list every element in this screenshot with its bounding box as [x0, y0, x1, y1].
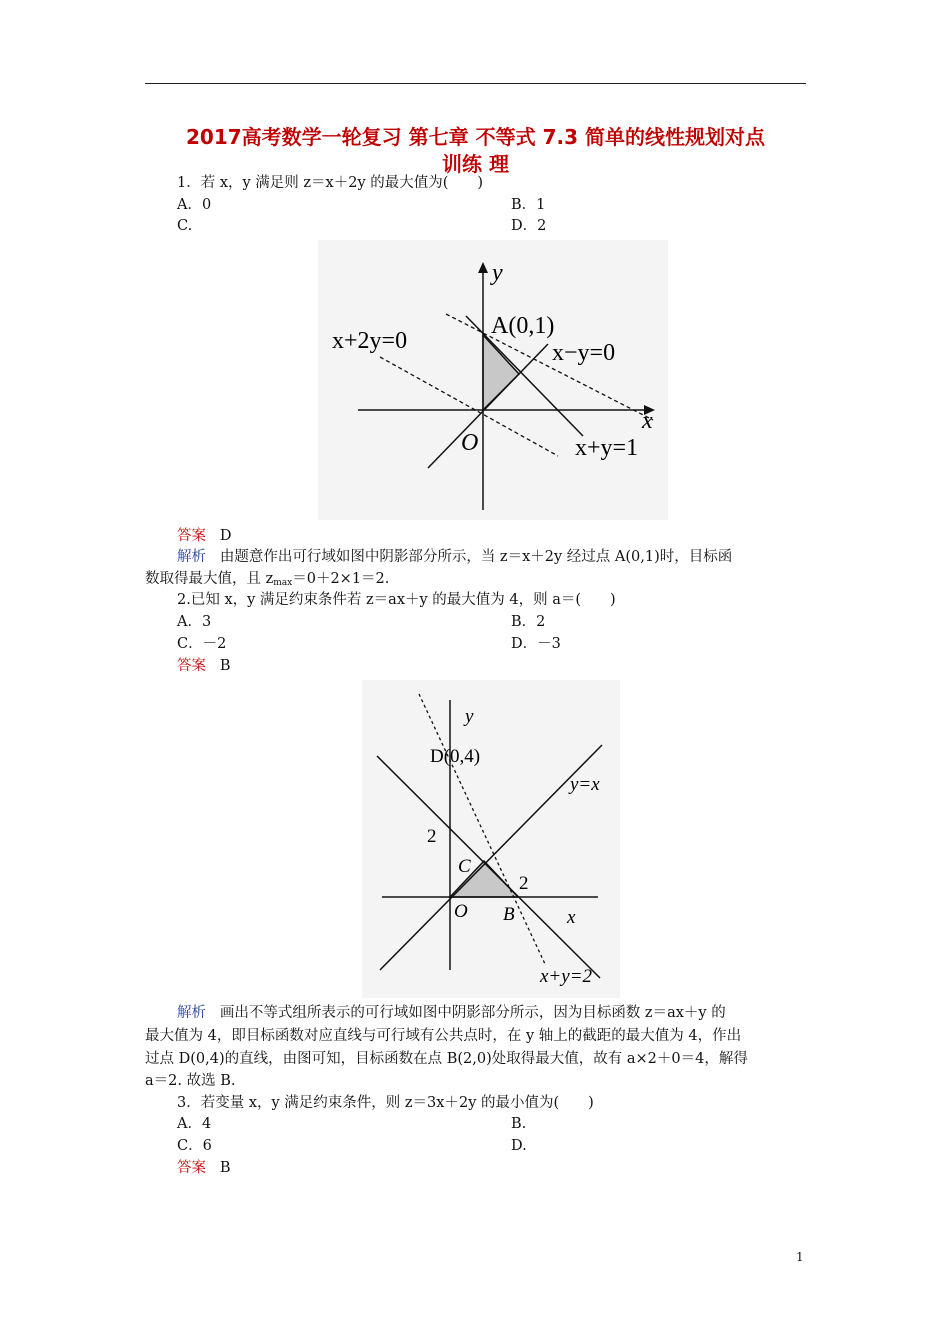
q2-label-point-d: D(0,4): [430, 746, 481, 767]
q2-analysis-label: 解析: [177, 1005, 206, 1021]
q2-figure: [362, 680, 620, 998]
doc-title-line1: 2017高考数学一轮复习 第七章 不等式 7.3 简单的线性规划对点: [186, 125, 765, 149]
q2-label-tick-x2: 2: [519, 873, 529, 894]
q1-label-y: y: [492, 260, 503, 286]
q1-label-line-obj: x+2y=0: [332, 328, 408, 354]
q1-analysis-line1: [177, 547, 732, 567]
q1-stem: 1．若 x，y 满足则 z＝x＋2y 的最大值为( ): [177, 175, 484, 191]
q2-label-line-bound: x+y=2: [540, 966, 593, 987]
page-number: 1: [796, 1250, 804, 1264]
q2-answer-value: B: [219, 658, 231, 674]
q2-option-a: A．3: [177, 614, 212, 630]
q2-line-bound: [377, 756, 600, 978]
q1-label-x: x: [642, 408, 653, 434]
q1-option-a: A．0: [177, 197, 212, 213]
q1-option-d: D．2: [511, 218, 547, 234]
q1-answer: [177, 526, 231, 546]
q1-analysis-text2a: 数取得最大值，且 z: [145, 571, 274, 587]
q1-answer-value: D: [219, 528, 232, 544]
q3-answer-value: B: [219, 1160, 231, 1176]
q1-feasible-region: [483, 335, 519, 410]
q2-analysis-text1: 画出不等式组所表示的可行域如图中阴影部分所示，因为目标函数 z＝ax＋y 的: [219, 1005, 726, 1021]
q1-option-c: C.: [177, 218, 193, 234]
q2-option-c: C．－2: [177, 636, 227, 652]
q2-label-x: x: [567, 907, 576, 928]
q2-stem: 2.已知 x，y 满足约束条件若 z＝ax＋y 的最大值为 4，则 a＝( ): [177, 592, 616, 608]
q1-y-arrow: [478, 262, 488, 273]
q2-analysis-line2: 最大值为 4，即目标函数对应直线与可行域有公共点时，在 y 轴上的截距的最大值为 4，作出: [145, 1028, 742, 1044]
header-rule: [145, 83, 806, 84]
q3-option-d: D.: [511, 1138, 527, 1154]
q3-answer-label: 答案: [177, 1160, 206, 1176]
q1-figure: [318, 240, 668, 520]
q2-label-line-yx: y=x: [570, 774, 600, 795]
q3-option-a: A．4: [177, 1116, 212, 1132]
q1-analysis-sub: max: [273, 578, 293, 588]
q2-analysis-line3: 过点 D(0,4)的直线，由图可知，目标函数在点 B(2,0)处取得最大值，故有 a×2＋0＝4，解得: [145, 1051, 748, 1067]
q2-analysis-line1: [177, 1003, 726, 1023]
q2-analysis-line4: a＝2. 故选 B.: [145, 1073, 236, 1089]
q2-option-d: D．－3: [511, 636, 561, 652]
q1-label-point-a: A(0,1): [491, 313, 555, 339]
q3-stem: 3．若变量 x，y 满足约束条件，则 z＝3x＋2y 的最小值为( ): [177, 1095, 594, 1111]
q2-line-yx: [380, 745, 602, 970]
q3-answer: [177, 1158, 230, 1178]
q2-label-point-b: B: [503, 904, 515, 925]
q1-analysis-text2b: ＝0＋2×1＝2.: [292, 571, 390, 587]
q1-label-origin: O: [461, 430, 479, 456]
q1-label-line-diag: x−y=0: [552, 340, 616, 366]
q1-answer-label: 答案: [177, 528, 206, 544]
q1-analysis-label: 解析: [177, 549, 206, 565]
q2-label-tick-y2: 2: [427, 826, 437, 847]
q3-option-b: B.: [511, 1116, 527, 1132]
q1-option-b: B．1: [511, 197, 546, 213]
q2-option-b: B．2: [511, 614, 546, 630]
q1-label-line-bound: x+y=1: [575, 435, 639, 461]
q2-answer: [177, 656, 230, 676]
q2-label-point-c: C: [458, 856, 471, 877]
q1-analysis-text1: 由题意作出可行域如图中阴影部分所示，当 z＝x＋2y 经过点 A(0,1)时，目标函: [219, 549, 733, 565]
doc-title-line2: 训练 理: [442, 152, 509, 176]
q3-option-c: C．6: [177, 1138, 212, 1154]
q2-label-origin: O: [454, 901, 468, 922]
q2-line-objective: [419, 694, 545, 964]
q2-answer-label: 答案: [177, 658, 206, 674]
q2-label-y: y: [465, 706, 474, 727]
